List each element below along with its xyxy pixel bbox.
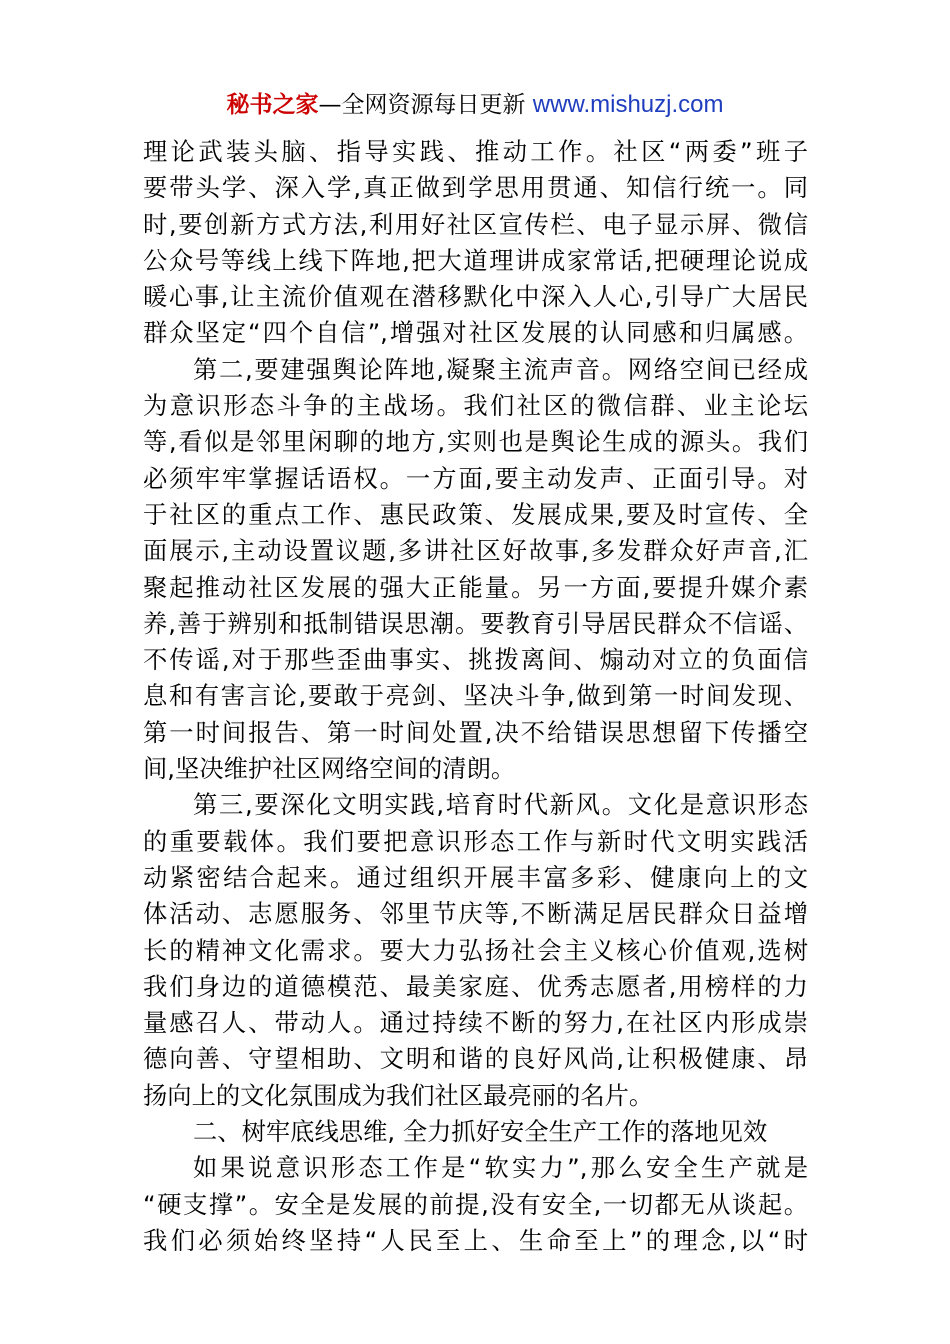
text-line: 理论武装头脑、指导实践、推动工作。社区“两委”班子 [143, 137, 808, 166]
text-line: 时,要创新方式方法,利用好社区宣传栏、电子显示屏、微信 [143, 209, 808, 239]
text-line: 的重要载体。我们要把意识形态工作与新时代文明实践活 [143, 826, 808, 856]
paragraph-end-line: 扬向上的文化氛围成为我们社区最亮丽的名片。 [143, 1080, 654, 1110]
paragraph-end-line: 间,坚决维护社区网络空间的清朗。 [143, 754, 516, 784]
document-body [143, 134, 808, 1259]
site-url-link[interactable]: www.mishuzj.com [532, 91, 724, 118]
text-line: 第一时间报告、第一时间处置,决不给错误思想留下传播空 [143, 717, 808, 747]
text-line: 我们必须始终坚持“人民至上、生命至上”的理念,以“时 [143, 1225, 808, 1255]
section-heading: 二、树牢底线思维, 全力抓好安全生产工作的落地见效 [193, 1117, 768, 1147]
text-line: 面展示,主动设置议题,多讲社区好故事,多发群众好声音,汇 [143, 536, 808, 566]
text-line: 为意识形态斗争的主战场。我们社区的微信群、业主论坛 [143, 391, 808, 421]
paragraph-start-line: 如果说意识形态工作是“软实力”,那么安全生产就是 [193, 1153, 808, 1183]
text-line: 不传谣,对于那些歪曲事实、挑拨离间、煽动对立的负面信 [143, 645, 808, 675]
paragraph-start-line: 第三,要深化文明实践,培育时代新风。文化是意识形态 [193, 790, 808, 820]
text-line: 公众号等线上线下阵地,把大道理讲成家常话,把硬理论说成 [143, 245, 808, 275]
text-line: 德向善、守望相助、文明和谐的良好风尚,让积极健康、昂 [143, 1044, 808, 1074]
text-line: 动紧密结合起来。通过组织开展丰富多彩、健康向上的文 [143, 862, 808, 892]
text-line: 长的精神文化需求。要大力弘扬社会主义核心价值观,选树 [143, 935, 808, 965]
text-line: 暖心事,让主流价值观在潜移默化中深入人心,引导广大居民 [143, 282, 808, 312]
text-line: 息和有害言论,要敢于亮剑、坚决斗争,做到第一时间发现、 [143, 681, 808, 711]
text-line: 于社区的重点工作、惠民政策、发展成果,要及时宣传、全 [143, 499, 808, 529]
header-slogan: —全网资源每日更新 [318, 92, 533, 118]
text-line: 等,看似是邻里闲聊的地方,实则也是舆论生成的源头。我们 [143, 427, 808, 457]
text-line: 体活动、志愿服务、邻里节庆等,不断满足居民群众日益增 [143, 899, 808, 929]
paragraph-start-line: 第二,要建强舆论阵地,凝聚主流声音。网络空间已经成 [193, 354, 808, 384]
brand-name: 秘书之家 [226, 92, 319, 118]
text-line: “硬支撑”。安全是发展的前提,没有安全,一切都无从谈起。 [143, 1189, 808, 1219]
text-line: 我们身边的道德模范、最美家庭、优秀志愿者,用榜样的力 [143, 971, 808, 1001]
text-line: 必须牢牢掌握话语权。一方面,要主动发声、正面引导。对 [143, 463, 808, 493]
text-line: 群众坚定“四个自信”,增强对社区发展的认同感和归属感。 [143, 318, 808, 348]
text-line: 要带头学、深入学,真正做到学思用贯通、知信行统一。同 [143, 173, 808, 203]
page-header [0, 86, 950, 124]
text-line: 聚起推动社区发展的强大正能量。另一方面,要提升媒介素 [143, 572, 808, 602]
text-line: 养,善于辨别和抵制错误思潮。要教育引导居民群众不信谣、 [143, 608, 808, 638]
text-line: 量感召人、带动人。通过持续不断的努力,在社区内形成崇 [143, 1008, 808, 1038]
